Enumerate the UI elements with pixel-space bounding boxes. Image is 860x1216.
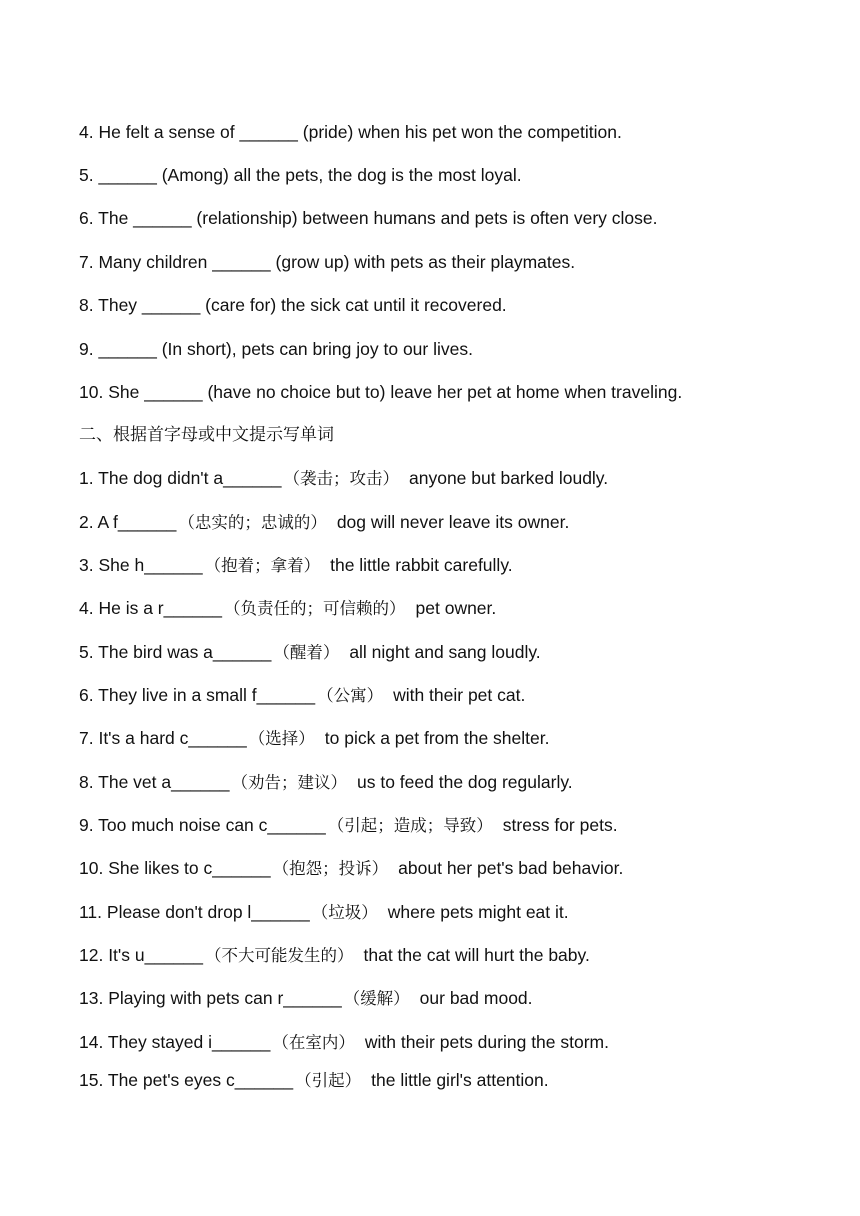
question-stem: 5. The bird was a______ [79,642,272,662]
question-rest: all night and sang loudly. [349,642,541,662]
question-stem: 3. She h______ [79,555,203,575]
question-item [79,511,569,534]
question-item: 9. ______ (In short), pets can bring joy to our lives. [79,339,473,359]
question-item: 5. ______ (Among) all the pets, the dog is the most loyal. [79,165,522,185]
question-rest: that the cat will hurt the baby. [363,945,590,965]
chinese-hint: （在室内） [272,1033,355,1052]
question-item [79,1069,549,1092]
question-item [79,771,573,794]
question-stem: 15. The pet's eyes c______ [79,1070,294,1090]
question-rest: to pick a pet from the shelter. [324,728,550,748]
chinese-hint: （负责任的；可信赖的） [224,599,406,618]
question-item [79,1031,609,1054]
question-item: 4. He felt a sense of ______ (pride) when his pet won the competition. [79,122,622,142]
question-rest: pet owner. [415,598,497,618]
chinese-hint: （不大可能发生的） [205,946,354,965]
question-item [79,944,590,967]
question-item: 6. The ______ (relationship) between humans and pets is often very close. [79,208,658,228]
chinese-hint: （醒着） [273,643,340,662]
chinese-hint: （缓解） [343,989,410,1008]
question-rest: us to feed the dog regularly. [357,772,573,792]
question-item [79,814,618,837]
question-stem: 2. A f______ [79,512,177,532]
question-stem: 8. The vet a______ [79,772,230,792]
question-item [79,684,525,707]
chinese-hint: （劝告；建议） [231,773,347,792]
question-item [79,554,513,577]
question-stem: 9. Too much noise can c______ [79,815,326,835]
chinese-hint: （引起；造成；导致） [327,816,493,835]
question-item: 10. She ______ (have no choice but to) leave her pet at home when traveling. [79,382,683,402]
question-stem: 13. Playing with pets can r______ [79,988,342,1008]
question-rest: our bad mood. [419,988,533,1008]
question-rest: anyone but barked loudly. [409,468,609,488]
question-item [79,641,541,664]
question-item [79,901,569,924]
question-item [79,987,533,1010]
question-item [79,727,549,750]
question-item: 8. They ______ (care for) the sick cat until it recovered. [79,295,507,315]
question-stem: 4. He is a r______ [79,598,223,618]
section-heading: 二、根据首字母或中文提示写单词 [79,425,334,445]
question-rest: where pets might eat it. [387,902,569,922]
question-stem: 6. They live in a small f______ [79,685,316,705]
question-stem: 12. It's u______ [79,945,203,965]
question-item [79,597,496,620]
question-rest: dog will never leave its owner. [336,512,570,532]
question-rest: the little girl's attention. [371,1070,549,1090]
chinese-hint: （抱怨；投诉） [272,859,389,878]
question-item [79,467,608,490]
chinese-hint: （选择） [248,729,315,748]
chinese-hint: （垃圾） [311,903,378,922]
chinese-hint: （忠实的；忠诚的） [178,513,327,532]
chinese-hint: （公寓） [317,686,384,705]
question-rest: with their pets during the storm. [364,1032,609,1052]
question-rest: the little rabbit carefully. [330,555,513,575]
question-stem: 10. She likes to c______ [79,858,271,878]
question-stem: 7. It's a hard c______ [79,728,247,748]
question-stem: 1. The dog didn't a______ [79,468,282,488]
question-item: 7. Many children ______ (grow up) with pets as their playmates. [79,252,576,272]
question-stem: 14. They stayed i______ [79,1032,271,1052]
chinese-hint: （抱着；拿着） [204,556,321,575]
question-rest: stress for pets. [502,815,618,835]
question-item [79,857,623,880]
chinese-hint: （引起） [295,1071,362,1090]
chinese-hint: （袭击；攻击） [283,469,399,488]
question-rest: with their pet cat. [393,685,526,705]
question-stem: 11. Please don't drop l______ [79,902,310,922]
question-rest: about her pet's bad behavior. [398,858,624,878]
